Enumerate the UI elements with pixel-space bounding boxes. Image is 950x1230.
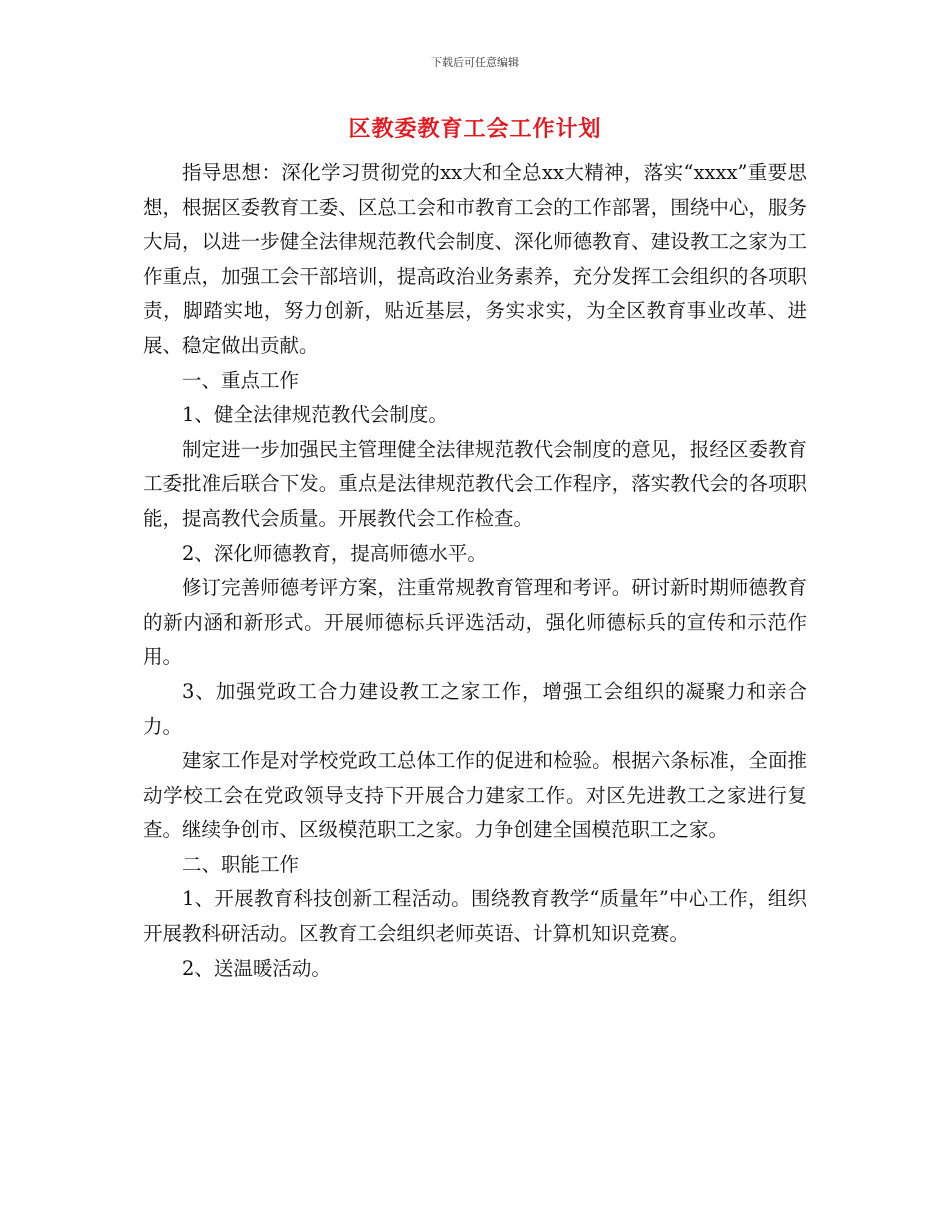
document-title: 区教委教育工会工作计划 — [348, 117, 602, 142]
document-body — [143, 156, 807, 986]
subheading-congress-system: 1、健全法律规范教代会制度。 — [182, 403, 448, 427]
header-note: 下载后可任意编辑 — [431, 56, 519, 69]
paragraph-congress-system: 制定进一步加强民主管理健全法律规范教代会制度的意见，报经区委教育工委批准后联合下发。重点是法律规范教代会工作程序，落实教代会的各项职能，提高教代会质量。开展教代会工作检查。 — [143, 437, 807, 530]
section-heading-functional-work: 二、职能工作 — [182, 852, 300, 876]
subheading-staff-home: 3、加强党政工合力建设教工之家工作，增强工会组织的凝聚力和亲合力。 — [143, 679, 807, 738]
subheading-warmth: 2、送温暖活动。 — [182, 956, 331, 980]
subheading-ethics-education: 2、深化师德教育，提高师德水平。 — [182, 541, 487, 565]
paragraph-guiding-principle: 指导思想：深化学习贯彻党的xx大和全总xx大精神，落实“xxxx”重要思想，根据区委教育工委、区总工会和市教育工会的工作部署，围绕中心，服务大局，以进一步健全法律规范教代会制度、深化师德教育、建设教工之家为工作重点，加强工会干部培训，提高政治业务素养，充分发挥工会组织的各项职责，脚踏实地，努力创新，贴近基层，务实求实，为全区教育事业改革、进展、稳定做出贡献。 — [143, 161, 807, 357]
paragraph-staff-home: 建家工作是对学校党政工总体工作的促进和检验。根据六条标准，全面推动学校工会在党政领导支持下开展合力建家工作。对区先进教工之家进行复查。继续争创市、区级模范职工之家。力争创建全国模范职工之家。 — [143, 749, 807, 842]
paragraph-ethics-education: 修订完善师德考评方案，注重常规教育管理和考评。研讨新时期师德教育的新内涵和新形式。开展师德标兵评选活动，强化师德标兵的宣传和示范作用。 — [143, 576, 807, 669]
section-heading-key-work: 一、重点工作 — [182, 368, 300, 392]
paragraph-innovation: 1、开展教育科技创新工程活动。围绕教育教学“质量年”中心工作，组织开展教科研活动。区教育工会组织老师英语、计算机知识竞赛。 — [143, 887, 807, 946]
